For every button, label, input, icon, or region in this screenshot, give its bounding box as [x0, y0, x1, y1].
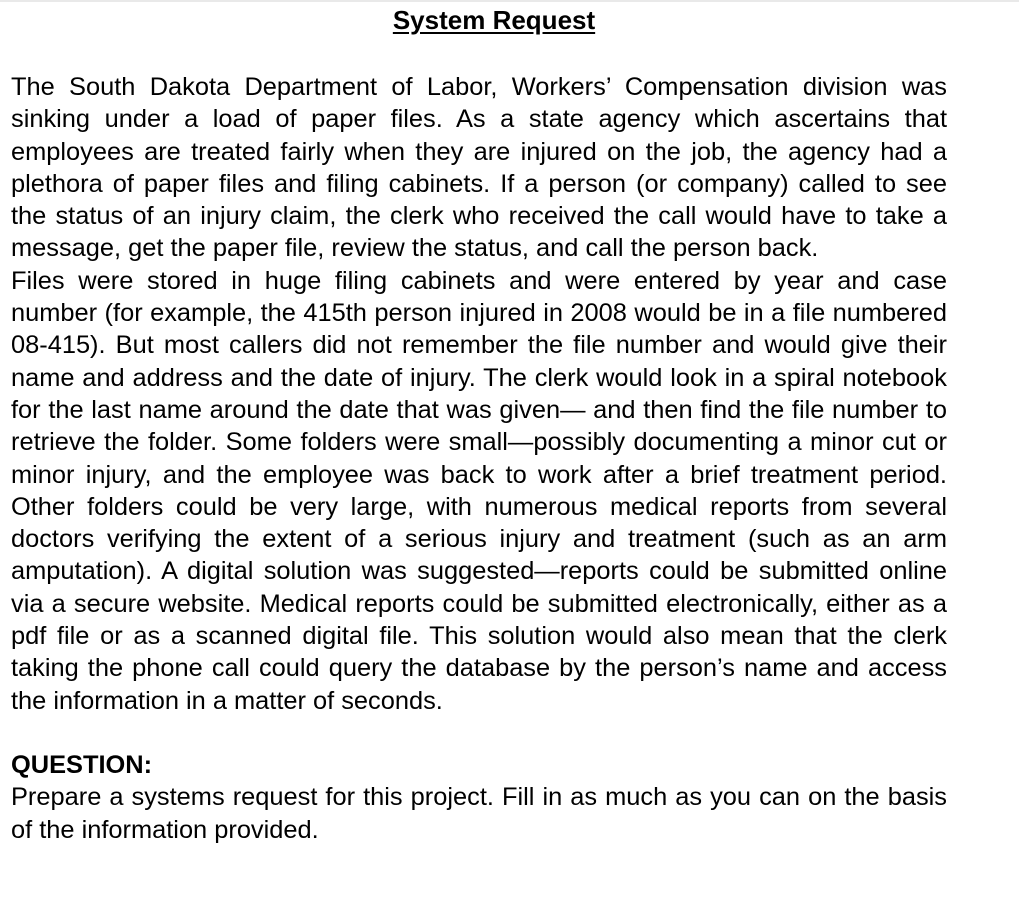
body-paragraph-1: The South Dakota Department of Labor, Workers’ Compensation division was sinking under a load of paper files. As a state agency which ascertains that employees are treated fairly when they are injured on the job, the agency had a plethora of paper files and filing cabinets. If a person (or company) called to see the status of an injury claim, the clerk who received the call would have to take a message, get the paper file, review the status, and call the person back. [11, 73, 947, 263]
question-text: Prepare a systems request for this project. Fill in as much as you can on the basis of the information provided. [11, 783, 947, 844]
document-title: System Request [392, 5, 596, 35]
document-page [11, 0, 947, 846]
body-paragraph-2: Files were stored in huge filing cabinets and were entered by year and case number (for example, the 415th person injured in 2008 would be in a file numbered 08-415). But most callers did not remember the file number and would give their name and address and the date of injury. The clerk would look in a spiral notebook for the last name around the date that was given— and then find the file number to retrieve the folder. Some folders were small—possibly documenting a minor cut or minor injury, and the employee was back to work after a brief treatment period. Other folders could be very large, with numerous medical reports from several doctors verifying the extent of a serious injury and treatment (such as an arm amputation). A digital solution was suggested—reports could be submitted online via a secure website. Medical reports could be submitted electronically, either as a pdf file or as a scanned digital file. This solution would also mean that the clerk taking the phone call could query the database by the person’s name and access the information in a matter of seconds. [11, 266, 947, 715]
question-heading: QUESTION: [11, 750, 153, 779]
